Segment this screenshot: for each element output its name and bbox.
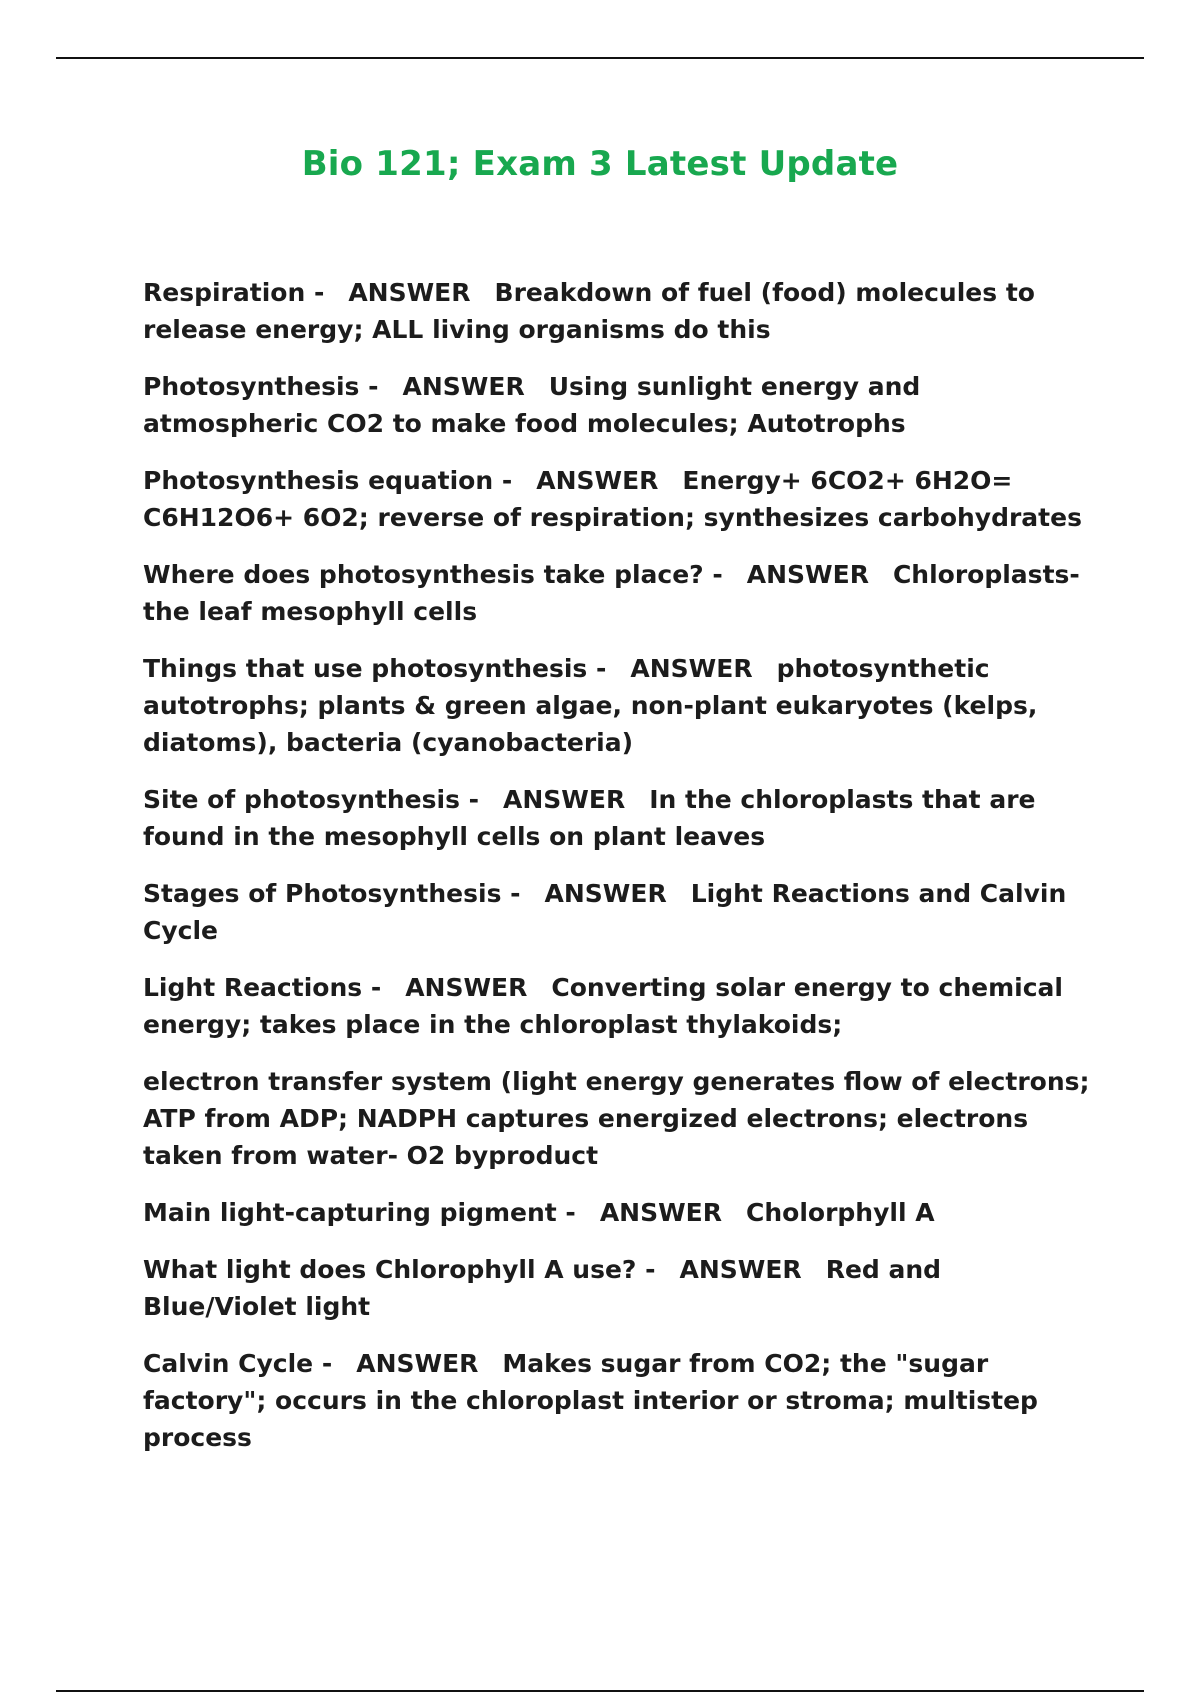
entry-answer: Using sunlight energy and atmospheric CO2 to make food molecules; Autotrophs (143, 372, 921, 438)
answer-label: ANSWER (746, 560, 869, 589)
entry-term: Where does photosynthesis take place? - (143, 560, 723, 589)
qa-entry (143, 274, 1093, 348)
continuation-paragraph: electron transfer system (light energy generates flow of electrons; ATP from ADP; NADPH captures energized electrons; electrons taken from water- O2 byproduct (143, 1067, 1090, 1170)
entry-answer: In the chloroplasts that are found in the mesophyll cells on plant leaves (143, 785, 1036, 851)
qa-entry (143, 462, 1093, 536)
entry-term: Photosynthesis - (143, 372, 379, 401)
entry-term: Main light-capturing pigment - (143, 1198, 576, 1227)
entry-answer: photosynthetic autotrophs; plants & green algae, non-plant eukaryotes (kelps, diatoms), bacteria (cyanobacteria) (143, 654, 1038, 757)
answer-label: ANSWER (536, 466, 659, 495)
answer-label: ANSWER (544, 879, 667, 908)
entry-answer: Breakdown of fuel (food) molecules to release energy; ALL living organisms do this (143, 278, 1035, 344)
footer-rule (56, 1690, 1144, 1692)
answer-label: ANSWER (679, 1255, 802, 1284)
entry-term: Site of photosynthesis - (143, 785, 480, 814)
entry-term: Things that use photosynthesis - (143, 654, 607, 683)
document-title: Bio 121; Exam 3 Latest Update (301, 144, 899, 184)
header-rule (56, 57, 1144, 59)
entry-answer: Cholorphyll A (746, 1198, 935, 1227)
qa-entry (143, 781, 1093, 855)
qa-entry (143, 1345, 1093, 1456)
answer-label: ANSWER (402, 372, 525, 401)
qa-entry (143, 969, 1093, 1043)
qa-entry (143, 875, 1093, 949)
qa-entry (143, 556, 1093, 630)
entry-answer: Light Reactions and Calvin Cycle (143, 879, 1067, 945)
qa-entry (143, 1194, 1093, 1231)
entry-term: Respiration - (143, 278, 325, 307)
qa-entry (143, 1251, 1093, 1325)
qa-entry (143, 368, 1093, 442)
answer-label: ANSWER (599, 1198, 722, 1227)
answer-label: ANSWER (356, 1349, 479, 1378)
entry-term: Light Reactions - (143, 973, 382, 1002)
entry-answer: Converting solar energy to chemical energy; takes place in the chloroplast thylakoids; (143, 973, 1063, 1039)
entry-term: What light does Chlorophyll A use? - (143, 1255, 656, 1284)
entry-term: Stages of Photosynthesis - (143, 879, 521, 908)
answer-label: ANSWER (630, 654, 753, 683)
qa-entry (143, 650, 1093, 761)
entry-answer: Energy+ 6CO2+ 6H2O= C6H12O6+ 6O2; reverse of respiration; synthesizes carbohydrates (143, 466, 1082, 532)
entry-answer: Chloroplasts- the leaf mesophyll cells (143, 560, 1080, 626)
entry-answer: Makes sugar from CO2; the "sugar factory"; occurs in the chloroplast interior or stroma; multistep process (143, 1349, 1038, 1452)
document-body (143, 274, 1093, 1476)
answer-label: ANSWER (503, 785, 626, 814)
entry-term: Photosynthesis equation - (143, 466, 513, 495)
entry-term: Calvin Cycle - (143, 1349, 333, 1378)
answer-label: ANSWER (348, 278, 471, 307)
entry-answer: Red and Blue/Violet light (143, 1255, 942, 1321)
answer-label: ANSWER (405, 973, 528, 1002)
